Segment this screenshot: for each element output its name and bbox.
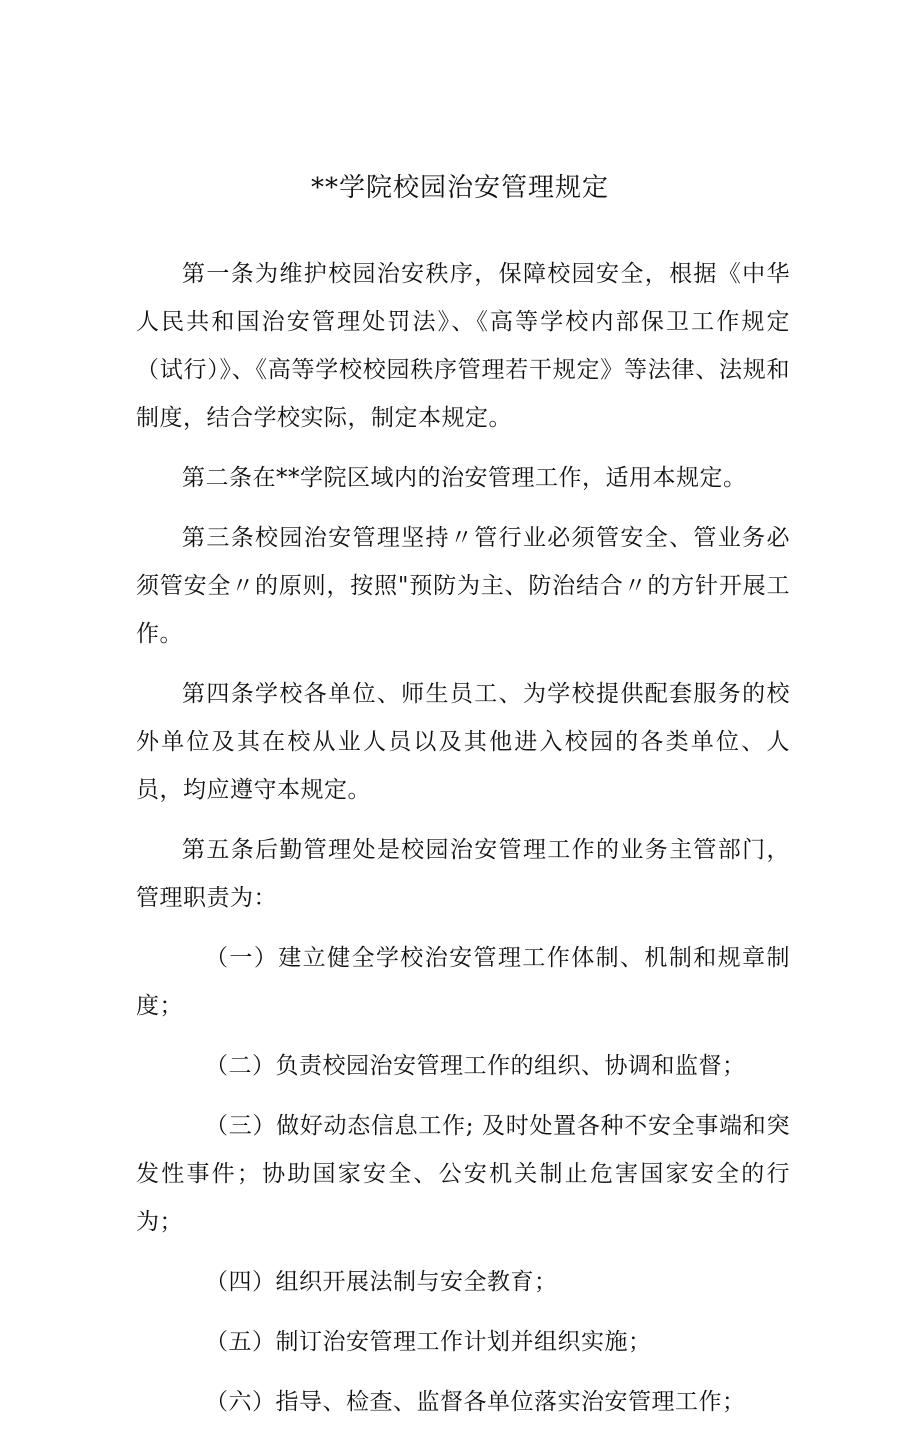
document-body bbox=[136, 250, 790, 1438]
article-5: 第五条后勤管理处是校园治安管理工作的业务主管部门，管理职责为： bbox=[136, 837, 790, 911]
article-3: 第三条校园治安管理坚持〃管行业必须管安全、管业务必须管安全〃的原则，按照"预防为主、防治结合〃的方针开展工作。 bbox=[136, 525, 790, 647]
duty-item-6: （六）指导、检查、监督各单位落实治安管理工作； bbox=[205, 1389, 746, 1415]
article-4: 第四条学校各单位、师生员工、为学校提供配套服务的校外单位及其在校从业人员以及其他进入校园的各类单位、人员，均应遵守本规定。 bbox=[136, 681, 790, 803]
document-title: **学院校园治安管理规定 bbox=[310, 173, 609, 203]
duty-item-3: （三）做好动态信息工作; 及时处置各种不安全事端和突发性事件；协助国家安全、公安机关制止危害国家安全的行为； bbox=[136, 1113, 790, 1235]
article-2: 第二条在**学院区域内的治安管理工作，适用本规定。 bbox=[182, 465, 747, 491]
article-1: 第一条为维护校园治安秩序，保障校园安全，根据《中华人民共和国治安管理处罚法》、《高等学校内部保卫工作规定（试行）》、《高等学校校园秩序管理若干规定》等法律、法规和制度，结合学校实际，制定本规定。 bbox=[136, 261, 790, 431]
duty-item-5: （五）制订治安管理工作计划并组织实施； bbox=[205, 1329, 652, 1355]
duty-item-1: （一）建立健全学校治安管理工作体制、机制和规章制度； bbox=[136, 945, 790, 1019]
duty-item-4: （四）组织开展法制与安全教育； bbox=[205, 1269, 558, 1295]
duty-item-2: （二）负责校园治安管理工作的组织、协调和监督； bbox=[205, 1053, 746, 1079]
